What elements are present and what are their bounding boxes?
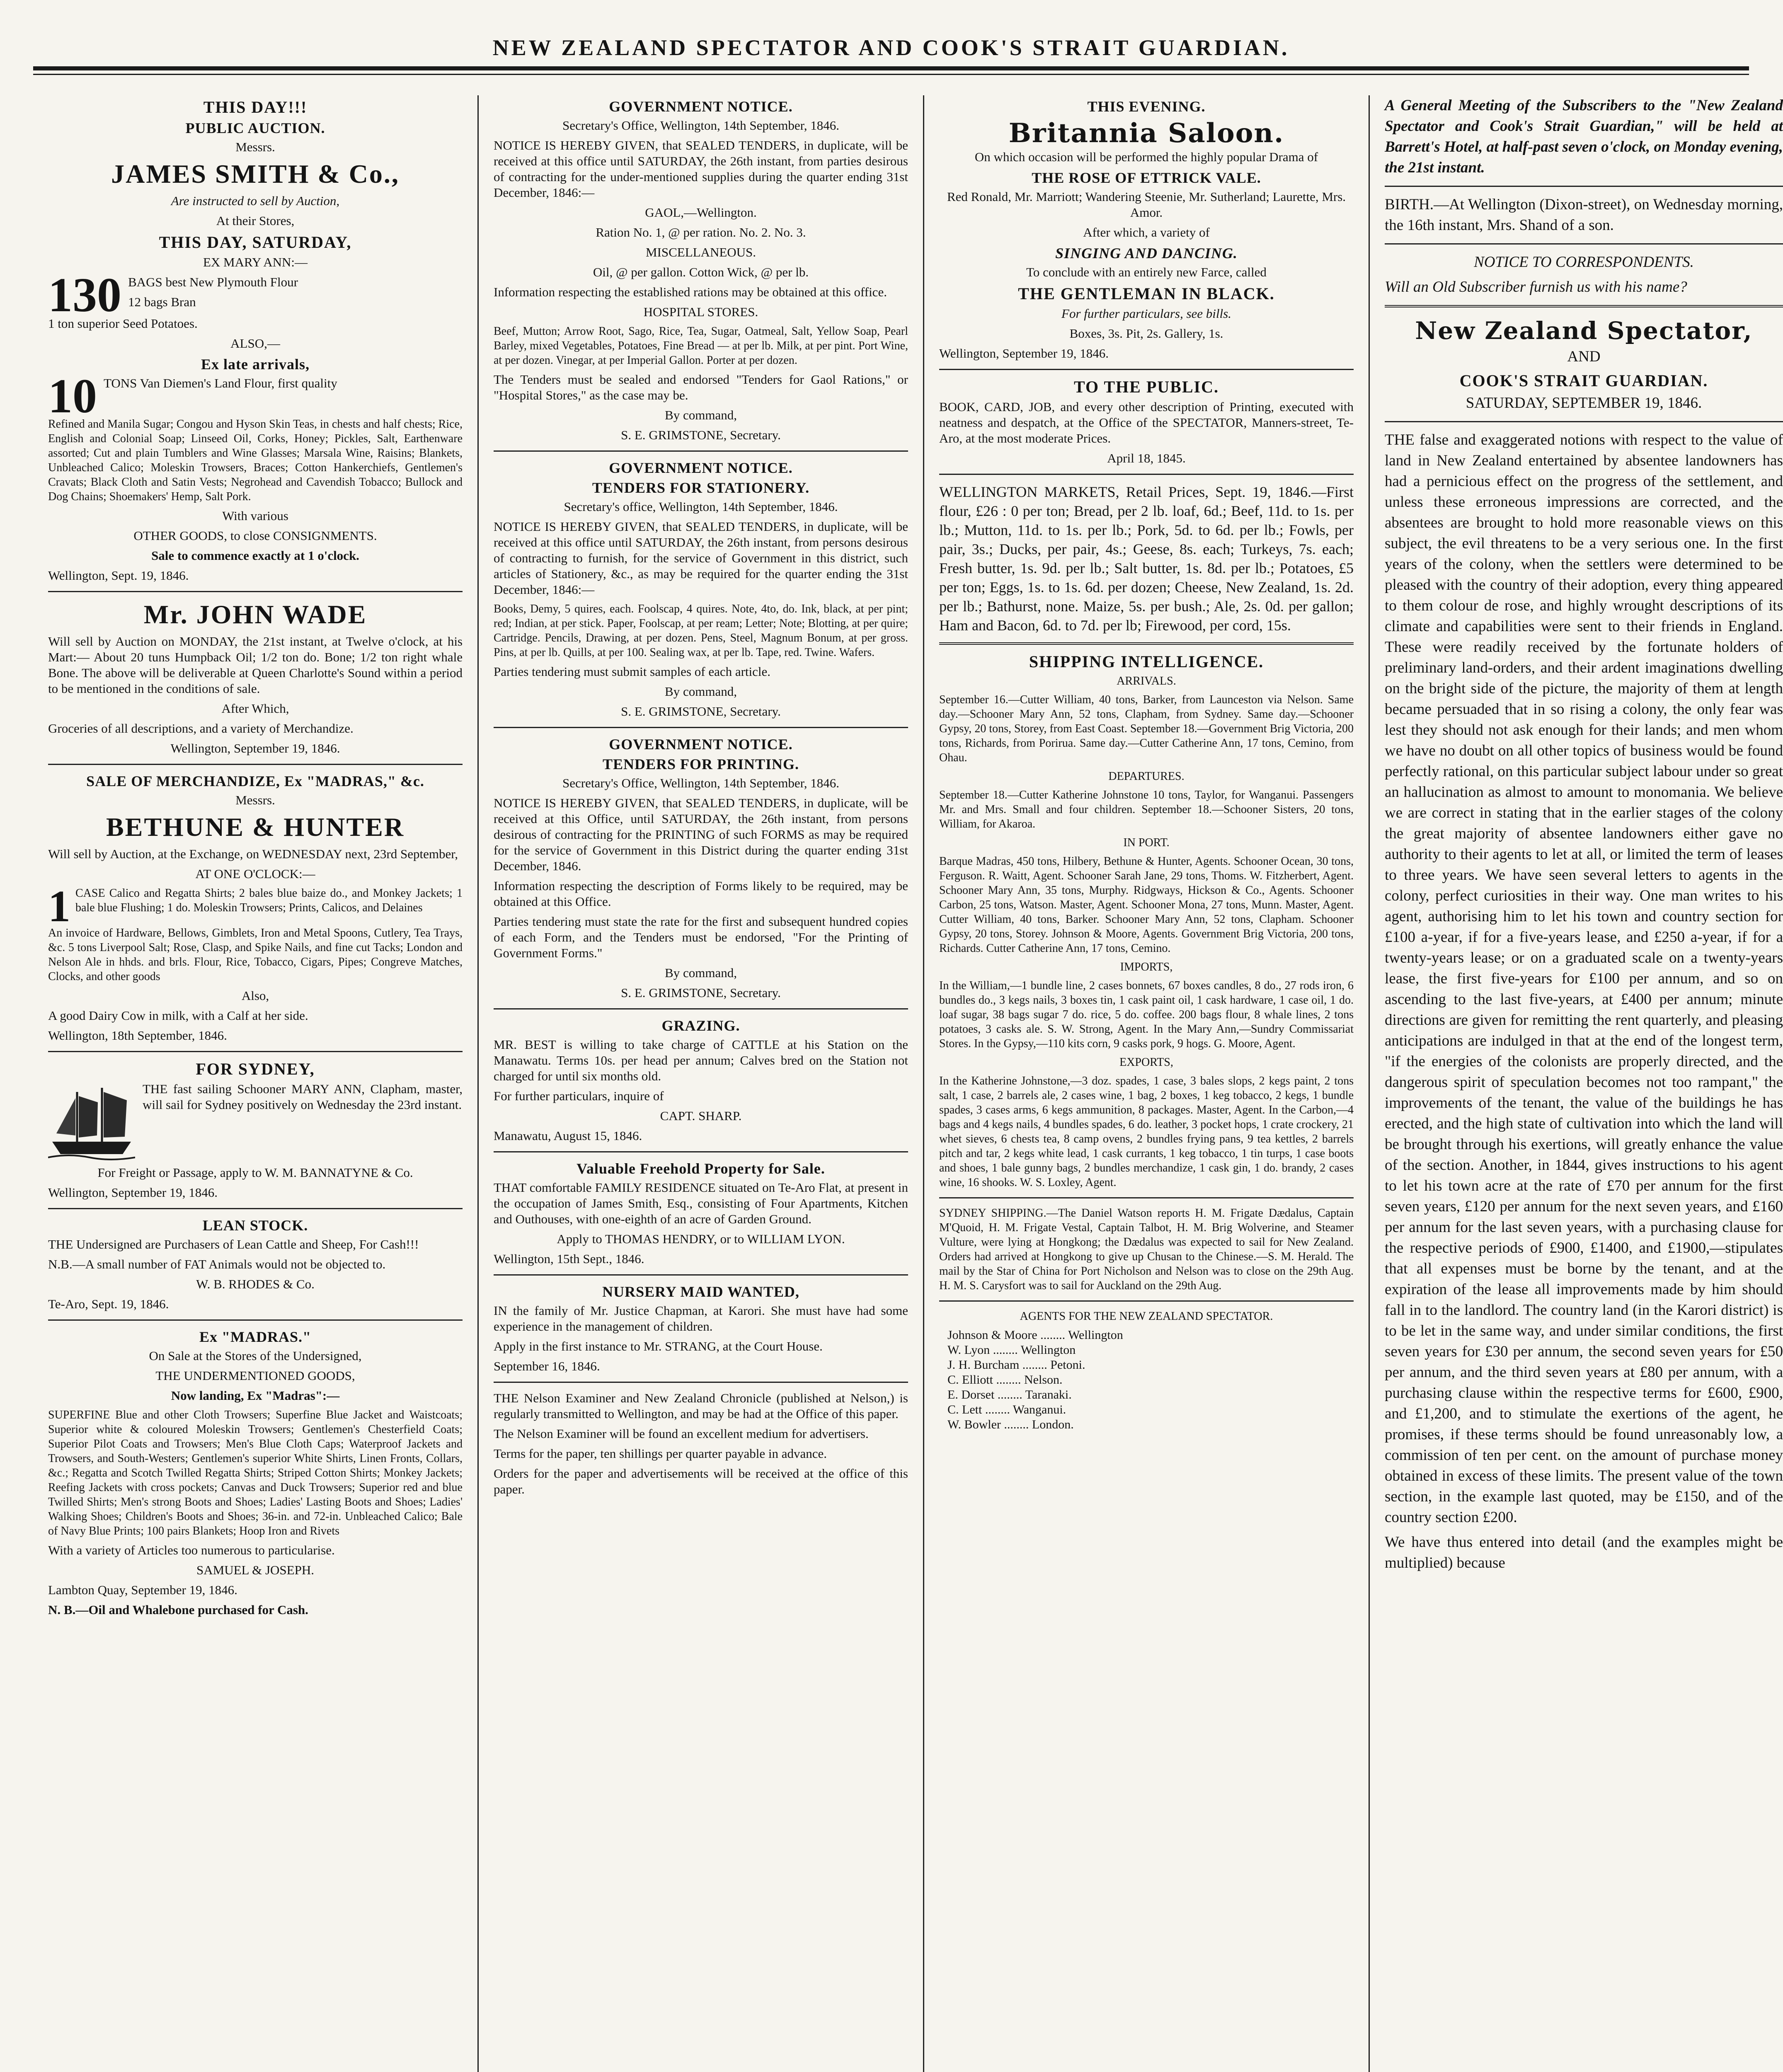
by-command-2: By command,: [665, 684, 737, 699]
masthead-rule: [33, 66, 1749, 75]
cast-list: Red Ronald, Mr. Marriott; Wandering Steenie, Mr. Sutherland; Laurette, Mrs. Amor.: [947, 189, 1346, 220]
sydney-shipping: SYDNEY SHIPPING.—The Daniel Watson reports H. M. Frigate Dædalus, Captain M'Quoid, H. M. Frigate Vestal, Captain Talbot, H. M. Brig Wolverine, and Steamer Vulture, were lying at Hongkong; the Dædalus was expected to sail for New Zealand. Orders had arrived at Hongkong to give up Chusan to the Chinese.—S. M. Herald. The mail by the Star of China for Port Nicholson and Nelson was to close on the 29th Aug. H. M. S. Carysfort was to sail for Auckland on the 29th Aug.: [939, 1207, 1354, 1292]
freehold-date: Wellington, 15th Sept., 1846.: [494, 1251, 644, 1266]
divider: [939, 1300, 1354, 1302]
freehold-text: THAT comfortable FAMILY RESIDENCE situated on Te-Aro Flat, at present in the occupation of James Smith, Esq., consisting of Four Apartments, Kitchen and Outhouses, with one-eighth of an acre of Garden Ground.: [494, 1180, 908, 1226]
list-item: W. Lyon ........ Wellington: [947, 1343, 1076, 1357]
joseph-signature: SAMUEL & JOSEPH.: [196, 1563, 314, 1577]
evening-date: Wellington, September 19, 1846.: [939, 346, 1109, 361]
grimstone-signature-2: S. E. GRIMSTONE, Secretary.: [621, 704, 781, 719]
by-command-3: By command,: [665, 966, 737, 980]
ticket-prices: Boxes, 3s. Pit, 2s. Gallery, 1s.: [1069, 326, 1223, 341]
goods-list: Refined and Manila Sugar; Congou and Hyson Skin Teas, in chests and half chests; Rice, English and Colonial Soap; Linseed Oil, Corks, Honey; Pickles, Salt, Earthenware assorted; Cut and plain Tumblers and Wine Glasses; Marsala Wine, Raisins; Blankets, Unbleached Calico; Moleskin Trowsers, Braces; Cotton Hankerchiefs, Gentlemen's Cravats; Black Cloth and Satin Vests; Negrohead and Cavendish Tobacco; Bullock and Dog Chains; Shoemakers' Hemp, Salt Pork.: [48, 418, 463, 503]
auctioneer-name: JAMES SMITH & Co.,: [111, 159, 400, 189]
meeting-notice: A General Meeting of the Subscribers to the "New Zealand Spectator and Cook's Strait Guardian," will be held at Barrett's Hotel, at half-past seven o'clock, on Monday evening, the 21st instant.: [1385, 97, 1783, 176]
arrivals-text: September 16.—Cutter William, 40 tons, Barker, from Launceston via Nelson. Same day.—Schooner Mary Ann, 52 tons, Clapham, from Sydney. Same day.—Schooner Gypsy, 20 tons, Storey, from East Coast. September 18.—Government Brig Victoria, 200 tons, Richards, from Porirua. Same day.—Cutter Catherine Ann, 17 tons, Cemino, from Ohau.: [939, 693, 1354, 764]
other-goods: OTHER GOODS, to close CONSIGNMENTS.: [133, 528, 377, 543]
undermentioned: THE UNDERMENTIONED GOODS,: [155, 1368, 355, 1383]
nurse-text: IN the family of Mr. Justice Chapman, at Karori. She must have had some experience in the management of children.: [494, 1303, 908, 1334]
singing-heading: SINGING AND DANCING.: [1055, 245, 1238, 261]
divider: [48, 591, 463, 592]
divider: [494, 450, 908, 452]
divider: [939, 1197, 1354, 1198]
ex-madras-heading: Ex "MADRAS.": [199, 1329, 311, 1345]
notice-text: NOTICE IS HEREBY GIVEN, that SEALED TENDERS, in duplicate, will be received at this office until SATURDAY, the 26th instant, from parties desirous of contracting for the under-mentioned supplies during the quarter ending 31st December, 1846:—: [494, 138, 908, 200]
grazing-more: For further particulars, inquire of: [494, 1089, 664, 1103]
this-evening-heading: THIS EVENING.: [1087, 98, 1206, 115]
guardian-title: COOK'S STRAIT GUARDIAN.: [1459, 371, 1708, 390]
divider: [48, 1208, 463, 1209]
column-2: [479, 95, 924, 2072]
stationery-heading: TENDERS FOR STATIONERY.: [592, 479, 810, 496]
late-arrivals: Ex late arrivals,: [201, 356, 310, 373]
messrs-label-2: Messrs.: [235, 793, 275, 807]
departures-heading: DEPARTURES.: [1108, 770, 1185, 783]
gov-notice-heading: GOVERNMENT NOTICE.: [609, 98, 793, 115]
freight-text: For Freight or Passage, apply to W. M. BANNATYNE & Co.: [97, 1165, 413, 1180]
bethune-text: Will sell by Auction, at the Exchange, on WEDNESDAY next, 23rd September,: [48, 847, 458, 861]
lambton-date: Lambton Quay, September 19, 1846.: [48, 1583, 237, 1597]
ration-text: Ration No. 1, @ per ration. No. 2. No. 3.: [596, 225, 806, 240]
hospital-heading: HOSPITAL STORES.: [643, 305, 758, 319]
column-3: [924, 95, 1370, 2072]
with-various: With various: [222, 508, 288, 523]
divider: [939, 369, 1354, 370]
nb-oil: N. B.—Oil and Whalebone purchased for Cash.: [48, 1602, 308, 1617]
nurse-apply: Apply in the first instance to Mr. STRANG, at the Court House.: [494, 1339, 823, 1353]
now-landing: Now landing, Ex "Madras":—: [171, 1388, 340, 1403]
dairy-cow: A good Dairy Cow in milk, with a Calf at her side.: [48, 1008, 308, 1023]
public-auction-heading: PUBLIC AUCTION.: [185, 120, 325, 136]
gentleman-title: THE GENTLEMAN IN BLACK.: [1018, 284, 1275, 303]
public-text: BOOK, CARD, JOB, and every other description of Printing, executed with neatness and despatch, at the Office of the SPECTATOR, Manners-street, Te-Aro, at the most moderate Prices.: [939, 399, 1354, 445]
instructed-text: Are instructed to sell by Auction,: [171, 194, 340, 208]
nelson-terms: Terms for the paper, ten shillings per quarter payable in advance.: [494, 1446, 827, 1461]
stationery-list: Books, Demy, 5 quires, each. Foolscap, 4 quires. Note, 4to, do. Ink, black, at per pint; red; Indian, at per stick. Paper, Foolscap, at per ream; Letter; Note; Blotting, at per quire; Cartridge. Pencils, Drawing, at per dozen. Pens, Steel, Magnum Bonum, at per gross. Pins, at per lb. Quills, at per 100. Sealing wax, at per lb. Tape, red. Twine. Wafers.: [494, 603, 908, 659]
list-item: W. Bowler ........ London.: [947, 1418, 1074, 1431]
exports-heading: EXPORTS,: [1119, 1056, 1173, 1069]
lean-text: THE Undersigned are Purchasers of Lean Cattle and Sheep, For Cash!!!: [48, 1237, 419, 1251]
editorial-text: THE false and exaggerated notions with respect to the value of land in New Zealand entertained by absentee landowners has had a pernicious effect on the progress of the settlement, and unless these erroneous impressions are corrected, and the absentees are brought to hold more reasonable views on this subject, the evil threatens to be a very serious one. In the first years of the colony, when the settlers were determined to be pleased with the country of their adoption, every thing appeared to them colour de rose, and highly wrought descriptions of its climate and capabilities were sent to their friends in England. These were readily received by the fortunate holders of preliminary land-orders, and their ardent imaginations dwelling on the bright side of the picture, the majority of them at length became persuaded that in so rising a colony, the only fear was lest they should not ask enough for their lands; and men whom we have no doubt on all other topics of business would be found perfectly rational, on this particular subject labour under so great an hallucination as almost to amount to monomania. We believe we are correct in stating that in the earlier stages of the colony the great majority of absentee landowners either gave no authority to their agents to let at all, or limited the term of leases to three years. We have seen several letters to agents in the colony, perfect curiosities in their way. One man writes to his agent, authorising him to let his town and country section for £100 a-year, if for a five-years lease, and £250 a-year, if for a twenty-years lease; or on a graduated scale on a twenty-years lease, the first five-years for £100 per annum, and so on ascending to the last five-years, at £400 per annum; minute directions are given for remitting the rent quarterly, and pleasing anticipations are indulged in that at the end of the longest term, "if the energies of the colonists are properly directed, and the dangerous spirit of speculation becomes not too rampant," the improvements of the tenant, the value of the buildings he has erected, and the high state of cultivation into which the land will be brought through his exertions, will greatly enhance the value of the section. Another, in 1844, gives instructions to his agent to let his town acre at the rate of £70 per annum for the first seven years, £120 per annum for the next seven years, and £160 per annum for the last seven years, with a purchasing clause for the respective periods of £900, £1400, and £1900,—stipulates that all expenses must be borne by the tenant, and at the expiration of the lease all improvements made by him should fall in to the landlord. The country land (in the Karori district) is to be let in the same way, and under similar conditions, the first seven years for £30 per annum, the second seven years for £50 per annum, and the third seven years at £80 per annum, with a purchasing clause within the respective terms for £600, £900, and £1,200, and to stimulate the exertions of the agent, he promises, if these terms should be found unreasonably low, a commission of ten per cent. on the amount of purchase money obtained in excess of these limits. The present value of the town section, in the example last quoted, may be £150, and of the country section £200.: [1385, 431, 1783, 1526]
wade-text: Will sell by Auction on MONDAY, the 21st instant, at Twelve o'clock, at his Mart:— About 20 tuns Humpback Oil; 1/2 ton do. Bone; 1/2 ton right whale Bone. The above will be deliverable at Queen Charlotte's Sound within a period to be mentioned in the conditions of sale.: [48, 634, 463, 696]
by-command: By command,: [665, 408, 737, 422]
drop-cap-1: 1: [48, 882, 70, 931]
divider: [494, 1008, 908, 1009]
divider: [494, 1151, 908, 1152]
to-public-heading: TO THE PUBLIC.: [1074, 378, 1219, 396]
secretary-office-2: Secretary's office, Wellington, 14th September, 1846.: [564, 499, 838, 514]
sharp-signature: CAPT. SHARP.: [660, 1109, 742, 1123]
after-which: After which, a variety of: [1083, 225, 1210, 240]
on-sale: On Sale at the Stores of the Undersigned,: [149, 1348, 362, 1363]
hospital-list: Beef, Mutton; Arrow Root, Sago, Rice, Tea, Sugar, Oatmeal, Salt, Yellow Soap, Pearl Barley, mixed Vegetables, Potatoes, Fine Bread — at per lb. Milk, at per pint. Port Wine, at per dozen. Vinegar, at per Imperial Gallon. Porter at per dozen.: [494, 325, 908, 367]
divider: [494, 1382, 908, 1383]
departures-text: September 18.—Cutter Katherine Johnstone 10 tons, Taylor, for Wanganui. Passengers Mr. and Mrs. Small and four children. September 18.—Schooner Sisters, 20 tons, William, for Akaroa.: [939, 789, 1354, 830]
quantity-130: 130: [48, 268, 121, 322]
divider: [1385, 421, 1783, 422]
case-list: CASE Calico and Regatta Shirts; 2 bales blue baize do., and Monkey Jackets; 1 bale blue Flushing; 1 do. Moleskin Trowsers; Prints, Calicos, and Delaines: [75, 887, 463, 914]
date-4: Wellington, September 19, 1846.: [48, 1185, 218, 1200]
divider: [48, 1051, 463, 1052]
rhodes-signature: W. B. RHODES & Co.: [196, 1277, 315, 1291]
date-3: Wellington, 18th September, 1846.: [48, 1028, 227, 1043]
info-text: Information respecting the established rations may be obtained at this office.: [494, 285, 887, 299]
seed-potatoes: 1 ton superior Seed Potatoes.: [48, 316, 198, 331]
variety-text: With a variety of Articles too numerous to particularise.: [48, 1543, 335, 1557]
drama-title: THE ROSE OF ETTRICK VALE.: [1032, 169, 1261, 186]
date-2: Wellington, September 19, 1846.: [170, 741, 340, 755]
freehold-heading: Valuable Freehold Property for Sale.: [577, 1160, 825, 1177]
one-oclock: AT ONE O'CLOCK:—: [195, 867, 315, 881]
printing-rate: Parties tendering must state the rate for the first and subsequent hundred copies of each Form, and the Tenders must be endorsed, "For the Printing of Government Forms.": [494, 914, 908, 960]
grazing-heading: GRAZING.: [661, 1017, 740, 1034]
britannia-heading: Britannia Saloon.: [1008, 118, 1284, 149]
sale-time: Sale to commence exactly at 1 o'clock.: [151, 548, 359, 563]
public-date: April 18, 1845.: [1107, 451, 1186, 465]
columns: [33, 95, 1783, 2072]
nurse-heading: NURSERY MAID WANTED,: [602, 1283, 799, 1300]
nelson-adv: The Nelson Examiner will be found an excellent medium for advertisers.: [494, 1426, 869, 1441]
birth-notice: BIRTH.—At Wellington (Dixon-street), on Wednesday morning, the 16th instant, Mrs. Shand of a son.: [1385, 196, 1783, 234]
column-1: [33, 95, 479, 2072]
this-day-saturday: THIS DAY, SATURDAY,: [159, 233, 352, 252]
bills-note: For further particulars, see bills.: [1061, 306, 1231, 321]
imports-text: In the William,—1 bundle line, 2 cases bonnets, 67 boxes candles, 8 do., 27 rods iron, 6 bundles do., 3 kegs nails, 3 boxes tin, 1 cask paint oil, 1 cask hardware, 1 case oil, 1 do. loaf sugar, 38 bags sugar 7 do. rice, 5 do. coffee. 200 bags flour, 8 whale lines, 2 tons potatoes, 3 casks ale. S. W. Strong, Agent. In the Mary Ann,—Sundry Commissariat Stores. In the Gypsy,—110 kits corn, 9 casks pork, 9 hogs. G. Moore, Agent.: [939, 979, 1354, 1050]
grimstone-signature-3: S. E. GRIMSTONE, Secretary.: [621, 985, 781, 1000]
printing-heading: TENDERS FOR PRINTING.: [602, 756, 799, 772]
messrs-label: Messrs.: [235, 140, 275, 154]
quantity-10: 10: [48, 369, 97, 423]
te-aro-date: Te-Aro, Sept. 19, 1846.: [48, 1297, 169, 1311]
list-item: C. Lett ........ Wanganui.: [947, 1403, 1066, 1416]
in-port-heading: IN PORT.: [1123, 836, 1170, 849]
ship-icon: [48, 1084, 135, 1162]
list-item: E. Dorset ........ Taranaki.: [947, 1388, 1072, 1402]
double-divider: [939, 642, 1354, 645]
divider: [48, 764, 463, 765]
double-divider: [1385, 305, 1783, 307]
secretary-office-3: Secretary's Office, Wellington, 14th September, 1846.: [562, 776, 839, 790]
nb-fat: N.B.—A small number of FAT Animals would not be objected to.: [48, 1257, 386, 1271]
divider: [48, 1319, 463, 1321]
nelson-orders: Orders for the paper and advertisements will be received at the office of this paper.: [494, 1466, 908, 1496]
list-item: Johnson & Moore ........ Wellington: [947, 1328, 1123, 1342]
this-day-heading: THIS DAY!!!: [203, 98, 308, 116]
drama-intro: On which occasion will be performed the highly popular Drama of: [974, 150, 1318, 164]
editorial-text-2: We have thus entered into detail (and the examples might be multiplied) because: [1385, 1534, 1783, 1571]
wade-heading: Mr. JOHN WADE: [143, 600, 367, 629]
lean-stock-heading: LEAN STOCK.: [202, 1217, 308, 1234]
parties-note: Parties tendering must submit samples of each article.: [494, 664, 771, 679]
correspondents-heading: NOTICE TO CORRESPONDENTS.: [1474, 254, 1694, 271]
vdl-flour: TONS Van Diemen's Land Flour, first quality: [104, 376, 337, 390]
grazing-text: MR. BEST is willing to take charge of CATTLE at his Station on the Manawatu. Terms 10s. per head per annum; Calves bred on the Station not charged for until six months old.: [494, 1037, 908, 1083]
bethune-heading: BETHUNE & HUNTER: [106, 812, 405, 842]
for-sydney-heading: FOR SYDNEY,: [196, 1060, 315, 1078]
bran-bags: 12 bags Bran: [128, 295, 196, 309]
nurse-date: September 16, 1846.: [494, 1359, 600, 1373]
divider: [494, 1274, 908, 1276]
tenders-note: The Tenders must be sealed and endorsed "Tenders for Gaol Rations," or "Hospital Stores," as the case may be.: [494, 372, 908, 402]
madras-sale-heading: SALE OF MERCHANDIZE, Ex "MADRAS," &c.: [86, 773, 424, 789]
and-label: AND: [1567, 348, 1601, 365]
spectator-title: New Zealand Spectator,: [1415, 317, 1753, 345]
printing-info: Information respecting the description of Forms likely to be required, may be obtained at this Office.: [494, 879, 908, 909]
market-prices: WELLINGTON MARKETS, Retail Prices, Sept. 19, 1846.—First flour, £26 : 0 per ton; Bread, per 2 lb. loaf, 6d.; Beef, 11d. to 1s. per lb.; Mutton, 11d. to 1s. per lb.; Pork, 5d. to 6d. per lb.; Fowls, per pair, 3s.; Ducks, per pair, 4s.; Geese, 8s. each; Turkeys, 7s. each; Fresh butter, 1s. 9d. per lb.; Salt butter, 1s. 8d. per lb.; Potatoes, £5 per ton; Eggs, 1s. to 1s. 6d. per dozen; Cheese, New Zealand, 1s. 2d. per lb.; Bathurst, none. Maize, 5s. per bush.; Ale, 2s. 0d. per gallon; Ham and Bacon, 6d. to 7d. per lb; Firewood, per cord, 15s.: [939, 484, 1354, 634]
divider: [1385, 186, 1783, 187]
arrivals-heading: ARRIVALS.: [1117, 675, 1176, 687]
divider: [939, 474, 1354, 475]
agents-list: [947, 1328, 1354, 1432]
list-item: C. Elliott ........ Nelson.: [947, 1373, 1063, 1387]
gov-notice-heading-3: GOVERNMENT NOTICE.: [609, 736, 793, 753]
exports-text: In the Katherine Johnstone,—3 doz. spades, 1 case, 3 bales slops, 2 kegs paint, 2 tons salt, 1 case, 2 barrels ale, 2 cases wine, 1 bag, 2 boxes, 1 keg tobacco, 2 kegs, 1 bundle spades, 3 cases arms, 6 kegs ammunition, 8 packages. Master, Agent. In the Carbon,—4 bags and 4 kegs nails, 4 bundles spades, 6 do. leather, 3 pocket hops, 1 crate crockery, 21 whet sieves, 6 chests tea, 8 camp ovens, 2 bundles frying pans, 9 tea kettles, 2 barrels pitch and tar, 2 kegs white lead, 1 cask currants, 1 keg tobacco, 1 tin turps, 1 case boots and shoes, 1 bale gunny bags, 2 bundles merchandize, 1 cask gin, 1 do. brandy, 2 cases wine, 16 shooks. W. S. Loxley, Agent.: [939, 1075, 1354, 1189]
nelson-text: THE Nelson Examiner and New Zealand Chronicle (published at Nelson,) is regularly transmitted to Wellington, and may be had at the Office of this paper.: [494, 1391, 908, 1421]
grimstone-signature: S. E. GRIMSTONE, Secretary.: [621, 428, 781, 442]
divider: [1385, 243, 1783, 244]
printing-text: NOTICE IS HEREBY GIVEN, that SEALED TENDERS, in duplicate, will be received at this Office, until SATURDAY, the 26th instant, from persons desirous of contracting for the PRINTING of such FORMS as may be required for the service of Government in this District during the quarter ending 31st December, 1846.: [494, 796, 908, 873]
agents-heading: AGENTS FOR THE NEW ZEALAND SPECTATOR.: [1020, 1310, 1273, 1323]
shipping-heading: SHIPPING INTELLIGENCE.: [1029, 652, 1264, 671]
also-label: ALSO,—: [230, 336, 280, 351]
ex-mary-ann: EX MARY ANN:—: [203, 255, 308, 269]
column-4: [1370, 95, 1783, 2072]
imports-heading: IMPORTS,: [1120, 961, 1173, 973]
date-1: Wellington, Sept. 19, 1846.: [48, 568, 189, 583]
correspondents-text: Will an Old Subscriber furnish us with his name?: [1385, 278, 1687, 295]
misc-heading: MISCELLANEOUS.: [645, 245, 756, 259]
oil-wick: Oil, @ per gallon. Cotton Wick, @ per lb.: [593, 265, 809, 279]
editorial-date: SATURDAY, SEPTEMBER 19, 1846.: [1466, 395, 1702, 411]
also-2: Also,: [241, 988, 269, 1003]
after-which: After Which,: [221, 701, 289, 716]
farce-intro: To conclude with an entirely new Farce, called: [1026, 265, 1267, 279]
gaol-heading: GAOL,—Wellington.: [645, 205, 757, 220]
secretary-office: Secretary's Office, Wellington, 14th September, 1846.: [562, 118, 839, 133]
at-stores: At their Stores,: [216, 213, 295, 228]
flour-bags: BAGS best New Plymouth Flour: [128, 275, 298, 289]
in-port-text: Barque Madras, 450 tons, Hilbery, Bethune & Hunter, Agents. Schooner Ocean, 30 tons, Ferguson. R. Waitt, Agent. Schooner Sarah Jane, 29 tons, Thoms. W. Fitzherbert, Agent. Schooner Mary Ann, 35 tons, Murphy. Ridgways, Hickson & Co., Agents. Schooner Carbon, 25 tons, Watson. Master, Agent. Schooner Mona, 27 tons, Munn. Master, Agent. Cutter William, 40 tons, Barker. Schooner Mary Ann, 52 tons, Clapham. Schooner Gypsy, 20 tons, Storey. Johnson & Moore, Agents. Government Brig Victoria, 200 tons, Richards. Cutter Catherine Ann, 17 tons, Cemino.: [939, 855, 1354, 955]
stationery-text: NOTICE IS HEREBY GIVEN, that SEALED TENDERS, in duplicate, will be received at this office until SATURDAY, the 26th instant, from persons desirous of contracting to furnish, for the service of Government in this district, such articles of Stationery, &c., as may be required for the quarter ending the 31st December, 1846:—: [494, 519, 908, 597]
divider: [494, 727, 908, 728]
gov-notice-heading-2: GOVERNMENT NOTICE.: [609, 460, 793, 476]
wade-groceries: Groceries of all descriptions, and a variety of Merchandize.: [48, 721, 354, 736]
manawatu-date: Manawatu, August 15, 1846.: [494, 1128, 642, 1143]
list-item: J. H. Burcham ........ Petoni.: [947, 1358, 1085, 1372]
sydney-text: THE fast sailing Schooner MARY ANN, Clapham, master, will sail for Sydney positively on Wednesday the 23rd instant.: [143, 1082, 463, 1112]
madras-goods: SUPERFINE Blue and other Cloth Trowsers; Superfine Blue Jacket and Waistcoats; Superior white & coloured Moleskin Trowsers; Gentlemen's Chesterfield Coats; Superior Pilot Coats and Trowsers; Men's Blue Cloth Caps; Waterproof Jackets and Trowsers, and South-Westers; Gentlemen's superior White Shirts, Linen Fronts, Collars, &c.; Regatta and Scotch Twilled Regatta Shirts; Striped Cotton Shirts; Monkey Jackets; Reefing Jackets with cross pockets; Canvas and Duck Trowsers; Superior red and blue Twilled Shirts; Men's strong Boots and Shoes; Ladies' Lasting Boots and Shoes; Ladies' Walking Shoes; Children's Boots and Shoes; 36-in. and 72-in. Unbleached Calico; Bale of Navy Blue Prints; 100 pairs Blankets; Hoop Iron and Rivets: [48, 1409, 463, 1537]
invoice-text: An invoice of Hardware, Bellows, Gimblets, Iron and Metal Spoons, Cutlery, Tea Trays, &c. 5 tons Liverpool Salt; Rose, Clasp, and Spike Nails, and fine cut Tacks; London and Nelson Ale in hhds. and brls. Flour, Rice, Tobacco, Cigars, Pipes; Congreve Matches, Clocks, and other goods: [48, 927, 463, 983]
freehold-apply: Apply to THOMAS HENDRY, or to WILLIAM LYON.: [557, 1232, 845, 1246]
masthead: NEW ZEALAND SPECTATOR AND COOK'S STRAIT GUARDIAN.: [492, 35, 1290, 60]
